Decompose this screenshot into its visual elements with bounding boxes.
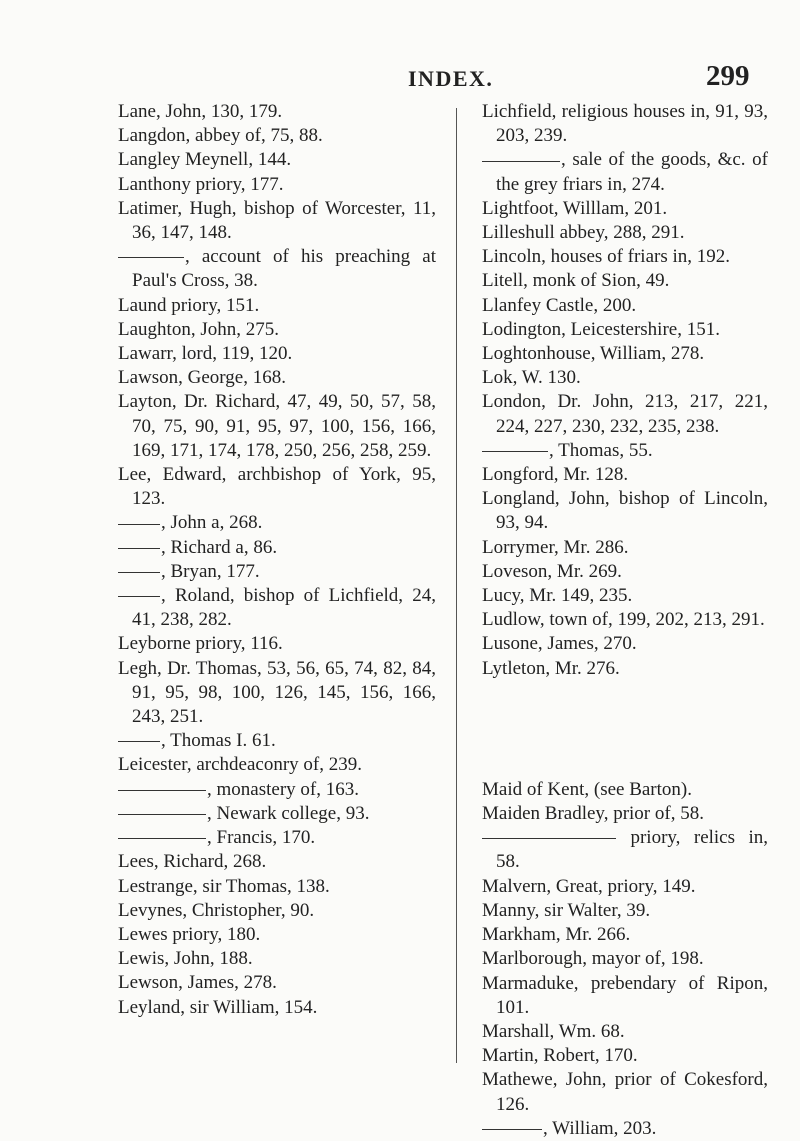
entry-text: priory, relics in, 58. [496, 827, 768, 873]
entry-text: Lewis, John, 188. [118, 948, 253, 970]
right-column [482, 100, 768, 1141]
entry-text: Malvern, Great, priory, 149. [482, 875, 696, 897]
entry-text: Lodington, Leicestershire, 151. [482, 318, 720, 340]
index-entry [118, 971, 436, 995]
entry-text: , Richard a, 86. [161, 536, 278, 558]
entry-text: Marlborough, mayor of, 198. [482, 948, 704, 970]
entry-text: Lewes priory, 180. [118, 923, 261, 945]
entry-text: Lestrange, sir Thomas, 138. [118, 875, 330, 897]
ditto-dash [482, 1129, 542, 1130]
page-header [0, 60, 800, 100]
entry-text: Marshall, Wm. 68. [482, 1020, 625, 1042]
entry-text: Ludlow, town of, 199, 202, 213, 291. [482, 609, 765, 631]
entry-text: Lorrymer, Mr. 286. [482, 536, 629, 558]
index-entry [482, 487, 768, 535]
entry-text: Legh, Dr. Thomas, 53, 56, 65, 74, 82, 84, 91, 95, 98, 100, 126, 145, 156, 166, 243, 251. [118, 657, 436, 728]
index-subentry [118, 778, 436, 802]
index-entry [118, 197, 436, 245]
entry-text: , John a, 268. [161, 512, 263, 534]
entry-text: Lucy, Mr. 149, 235. [482, 585, 633, 607]
entry-text: Lanthony priory, 177. [118, 173, 284, 195]
index-entry [482, 100, 768, 148]
ditto-dash [482, 451, 548, 452]
entry-text: Langley Meynell, 144. [118, 149, 292, 171]
entry-text: Loveson, Mr. 269. [482, 560, 622, 582]
index-entry [118, 100, 436, 124]
index-entry [118, 294, 436, 318]
entry-text: Laughton, John, 275. [118, 318, 279, 340]
entry-text: Lichfield, religious houses in, 91, 93, 203, 239. [482, 101, 768, 147]
entry-text: , Newark college, 93. [207, 802, 370, 824]
ditto-dash [118, 838, 206, 839]
entry-text: Lane, John, 130, 179. [118, 101, 283, 122]
entry-text: Maiden Bradley, prior of, 58. [482, 803, 704, 825]
index-entry [482, 657, 768, 681]
index-entry [482, 560, 768, 584]
ditto-dash [118, 596, 160, 597]
entry-text: , Roland, bishop of Lichfield, 24, 41, 238, 282. [132, 585, 436, 631]
entry-text: Layton, Dr. Richard, 47, 49, 50, 57, 58, 70, 75, 90, 91, 95, 97, 100, 156, 166, 169, 171, 174, 178, 250, 256, 258, 259. [118, 391, 436, 461]
index-entry [482, 584, 768, 608]
entry-text: Litell, monk of Sion, 49. [482, 270, 670, 292]
index-entry [482, 197, 768, 221]
index-subentry [118, 826, 436, 850]
index-entry [118, 996, 436, 1020]
index-entry [118, 124, 436, 148]
right-column-m-entries [482, 778, 768, 1141]
entry-text: , account of his preaching at Paul's Cross, 38. [132, 246, 436, 292]
entry-text: Leicester, archdeaconry of, 239. [118, 754, 363, 776]
ditto-dash [118, 548, 160, 549]
index-entry [482, 294, 768, 318]
column-divider [456, 108, 457, 1063]
entry-text: Lincoln, houses of friars in, 192. [482, 246, 731, 268]
index-entry [118, 632, 436, 656]
entry-text: Leyborne priory, 116. [118, 633, 283, 655]
index-entry [482, 947, 768, 971]
index-entry [118, 657, 436, 730]
entry-text: , Thomas, 55. [549, 439, 653, 461]
index-entry [118, 947, 436, 971]
entry-text: , Bryan, 177. [161, 560, 260, 582]
index-entry [482, 899, 768, 923]
right-column-l-entries [482, 100, 768, 681]
index-entry [482, 536, 768, 560]
index-entry [118, 366, 436, 390]
index-entry [482, 1068, 768, 1116]
index-entry [482, 875, 768, 899]
entry-text: , sale of the goods, &c. of the grey friars in, 274. [496, 149, 768, 195]
entry-text: Maid of Kent, (see Barton). [482, 778, 692, 800]
index-entry [482, 632, 768, 656]
index-entry [118, 753, 436, 777]
index-subentry [118, 511, 436, 535]
index-entry [118, 850, 436, 874]
index-subentry [482, 1117, 768, 1141]
index-entry [482, 1020, 768, 1044]
index-entry [482, 269, 768, 293]
index-subentry [118, 584, 436, 632]
entry-text: Lytleton, Mr. 276. [482, 657, 620, 679]
index-subentry [482, 826, 768, 874]
entry-text: Mathewe, John, prior of Cokesford, 126. [482, 1069, 768, 1115]
index-entry [482, 366, 768, 390]
index-entry [118, 875, 436, 899]
entry-text: Markham, Mr. 266. [482, 924, 631, 946]
index-entry [482, 923, 768, 947]
entry-text: Lightfoot, Willlam, 201. [482, 197, 668, 219]
entry-text: , monastery of, 163. [207, 778, 359, 800]
index-entry [482, 318, 768, 342]
index-entry [482, 802, 768, 826]
entry-text: Lusone, James, 270. [482, 633, 637, 655]
ditto-dash [118, 741, 160, 742]
index-entry [482, 608, 768, 632]
ditto-dash [118, 257, 184, 258]
index-entry [118, 173, 436, 197]
entry-text: Lawarr, lord, 119, 120. [118, 343, 293, 365]
index-subentry [118, 560, 436, 584]
ditto-dash [482, 161, 560, 162]
entry-text: Laund priory, 151. [118, 294, 260, 316]
entry-text: , Francis, 170. [207, 827, 316, 849]
index-entry [118, 318, 436, 342]
entry-text: Lees, Richard, 268. [118, 851, 267, 873]
index-entry [482, 1044, 768, 1068]
index-title: INDEX. [408, 66, 494, 91]
entry-text: Levynes, Christopher, 90. [118, 899, 315, 921]
entry-text: Loghtonhouse, William, 278. [482, 343, 705, 365]
index-entry [482, 463, 768, 487]
index-entry [482, 778, 768, 802]
ditto-dash [118, 814, 206, 815]
index-subentry [118, 802, 436, 826]
index-entry [118, 463, 436, 511]
index-entry [118, 148, 436, 172]
page-number: 299 [706, 60, 750, 92]
entry-text: Martin, Robert, 170. [482, 1045, 638, 1067]
entry-text: Longland, John, bishop of Lincoln, 93, 94. [482, 488, 768, 534]
ditto-dash [482, 838, 616, 839]
entry-text: Lewson, James, 278. [118, 972, 277, 994]
index-subentry [118, 729, 436, 753]
entry-text: Leyland, sir William, 154. [118, 996, 318, 1018]
ditto-dash [118, 790, 206, 791]
entry-text: Marmaduke, prebendary of Ripon, 101. [482, 972, 768, 1018]
index-entry [118, 342, 436, 366]
entry-text: Lilleshull abbey, 288, 291. [482, 222, 685, 244]
index-entry [482, 221, 768, 245]
index-subentry [118, 245, 436, 293]
entry-text: Lee, Edward, archbishop of York, 95, 123. [118, 464, 436, 510]
entry-text: Lawson, George, 168. [118, 367, 286, 389]
entry-text: Manny, sir Walter, 39. [482, 899, 651, 921]
index-subentry [118, 536, 436, 560]
index-subentry [482, 439, 768, 463]
index-entry [482, 342, 768, 366]
left-column [118, 100, 436, 1020]
entry-text: London, Dr. John, 213, 217, 221, 224, 227, 230, 232, 235, 238. [482, 391, 768, 437]
index-entry [482, 245, 768, 269]
ditto-dash [118, 572, 160, 573]
index-entry [118, 899, 436, 923]
index-subentry [482, 148, 768, 196]
ditto-dash [118, 524, 160, 525]
index-entry [482, 390, 768, 438]
entry-text: , Thomas I. 61. [161, 730, 276, 752]
entry-text: Longford, Mr. 128. [482, 464, 629, 486]
index-entry [118, 923, 436, 947]
section-gap [482, 681, 768, 778]
entry-text: Lok, W. 130. [482, 367, 581, 389]
entry-text: Llanfey Castle, 200. [482, 294, 637, 316]
entry-text: Latimer, Hugh, bishop of Worcester, 11, 36, 147, 148. [118, 197, 436, 244]
entry-text: , William, 203. [543, 1117, 657, 1139]
index-entry [118, 390, 436, 463]
index-entry [482, 972, 768, 1020]
entry-text: Langdon, abbey of, 75, 88. [118, 125, 323, 147]
